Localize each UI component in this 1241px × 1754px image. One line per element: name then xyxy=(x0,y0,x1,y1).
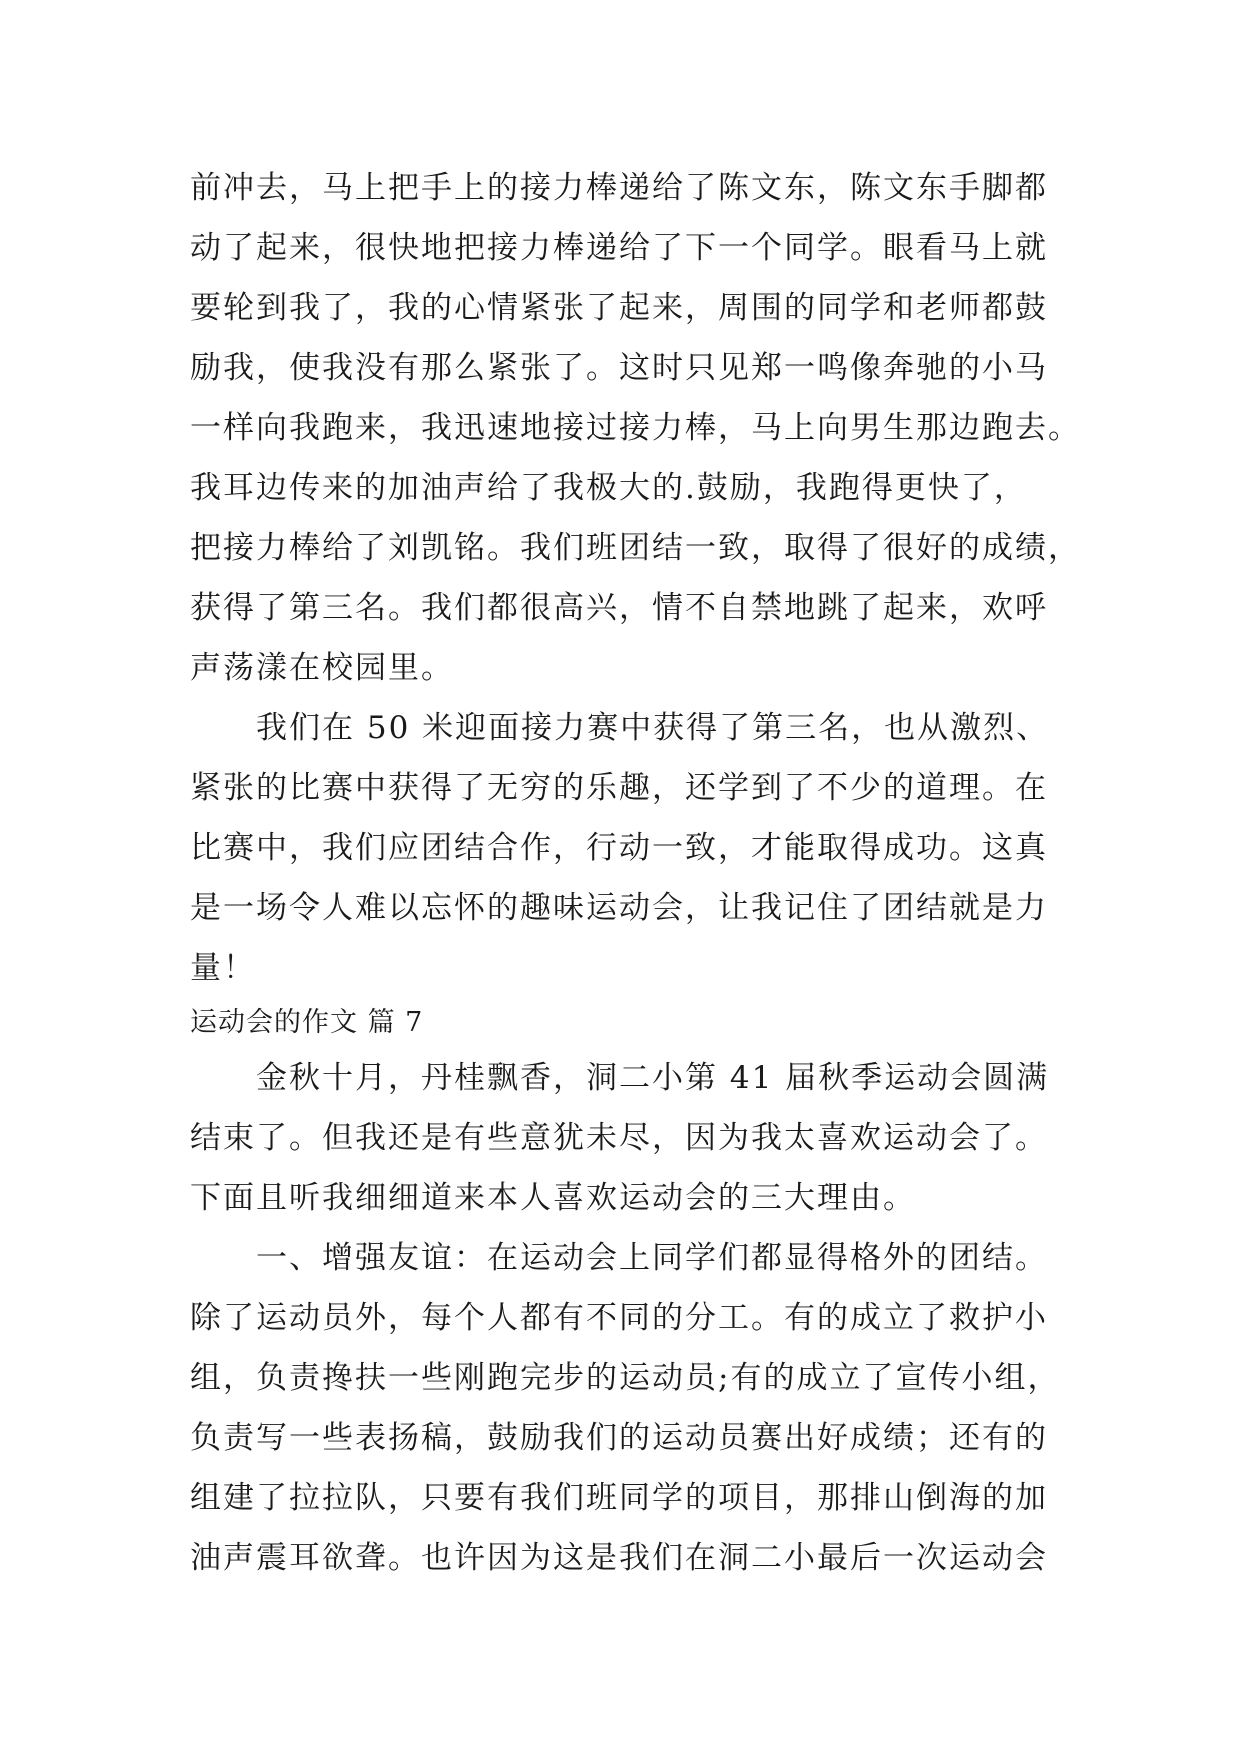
text-line: 前冲去，马上把手上的接力棒递给了陈文东，陈文东手脚都 xyxy=(190,170,1048,206)
text-line: 把接力棒给了刘凯铭。我们班团结一致，取得了很好的成绩， xyxy=(190,530,1081,566)
text-line: 紧张的比赛中获得了无穷的乐趣，还学到了不少的道理。在 xyxy=(190,770,1048,806)
text-line: 获得了第三名。我们都很高兴，情不自禁地跳了起来，欢呼 xyxy=(190,590,1048,626)
text-line: 声荡漾在校园里。 xyxy=(190,650,454,686)
text-line: 是一场令人难以忘怀的趣味运动会，让我记住了团结就是力 xyxy=(190,890,1048,926)
paragraph xyxy=(190,698,1070,998)
text-line: 负责写一些表扬稿，鼓励我们的运动员赛出好成绩；还有的 xyxy=(190,1420,1048,1456)
text-line: 除了运动员外，每个人都有不同的分工。有的成立了救护小 xyxy=(190,1300,1048,1336)
text-line: 一、增强友谊：在运动会上同学们都显得格外的团结。 xyxy=(256,1240,1048,1276)
paragraph xyxy=(190,1228,1070,1588)
text-line: 量！ xyxy=(190,950,256,986)
heading-text: 运动会的作文 篇 7 xyxy=(190,1007,424,1038)
text-line: 油声震耳欲聋。也许因为这是我们在洞二小最后一次运动会 xyxy=(190,1540,1048,1576)
paragraph xyxy=(190,1048,1070,1228)
text-line: 比赛中，我们应团结合作，行动一致，才能取得成功。这真 xyxy=(190,830,1048,866)
text-line: 结束了。但我还是有些意犹未尽，因为我太喜欢运动会了。 xyxy=(190,1120,1048,1156)
text-line: 我们在 50 米迎面接力赛中获得了第三名，也从激烈、 xyxy=(256,710,1050,746)
text-line: 我耳边传来的加油声给了我极大的.鼓励，我跑得更快了， xyxy=(190,470,1027,506)
text-line: 金秋十月，丹桂飘香，洞二小第 41 届秋季运动会圆满 xyxy=(256,1060,1050,1096)
text-line: 励我，使我没有那么紧张了。这时只见郑一鸣像奔驰的小马 xyxy=(190,350,1048,386)
text-line: 下面且听我细细道来本人喜欢运动会的三大理由。 xyxy=(190,1180,916,1216)
text-line: 组，负责搀扶一些刚跑完步的运动员;有的成立了宣传小组， xyxy=(190,1360,1061,1396)
section-heading xyxy=(190,998,1070,1048)
text-line: 要轮到我了，我的心情紧张了起来，周围的同学和老师都鼓 xyxy=(190,290,1048,326)
text-line: 一样向我跑来，我迅速地接过接力棒，马上向男生那边跑去。 xyxy=(190,410,1081,446)
document-body xyxy=(190,158,1081,1588)
text-line: 动了起来，很快地把接力棒递给了下一个同学。眼看马上就 xyxy=(190,230,1048,266)
paragraph xyxy=(190,158,1081,698)
text-line: 组建了拉拉队，只要有我们班同学的项目，那排山倒海的加 xyxy=(190,1480,1048,1516)
